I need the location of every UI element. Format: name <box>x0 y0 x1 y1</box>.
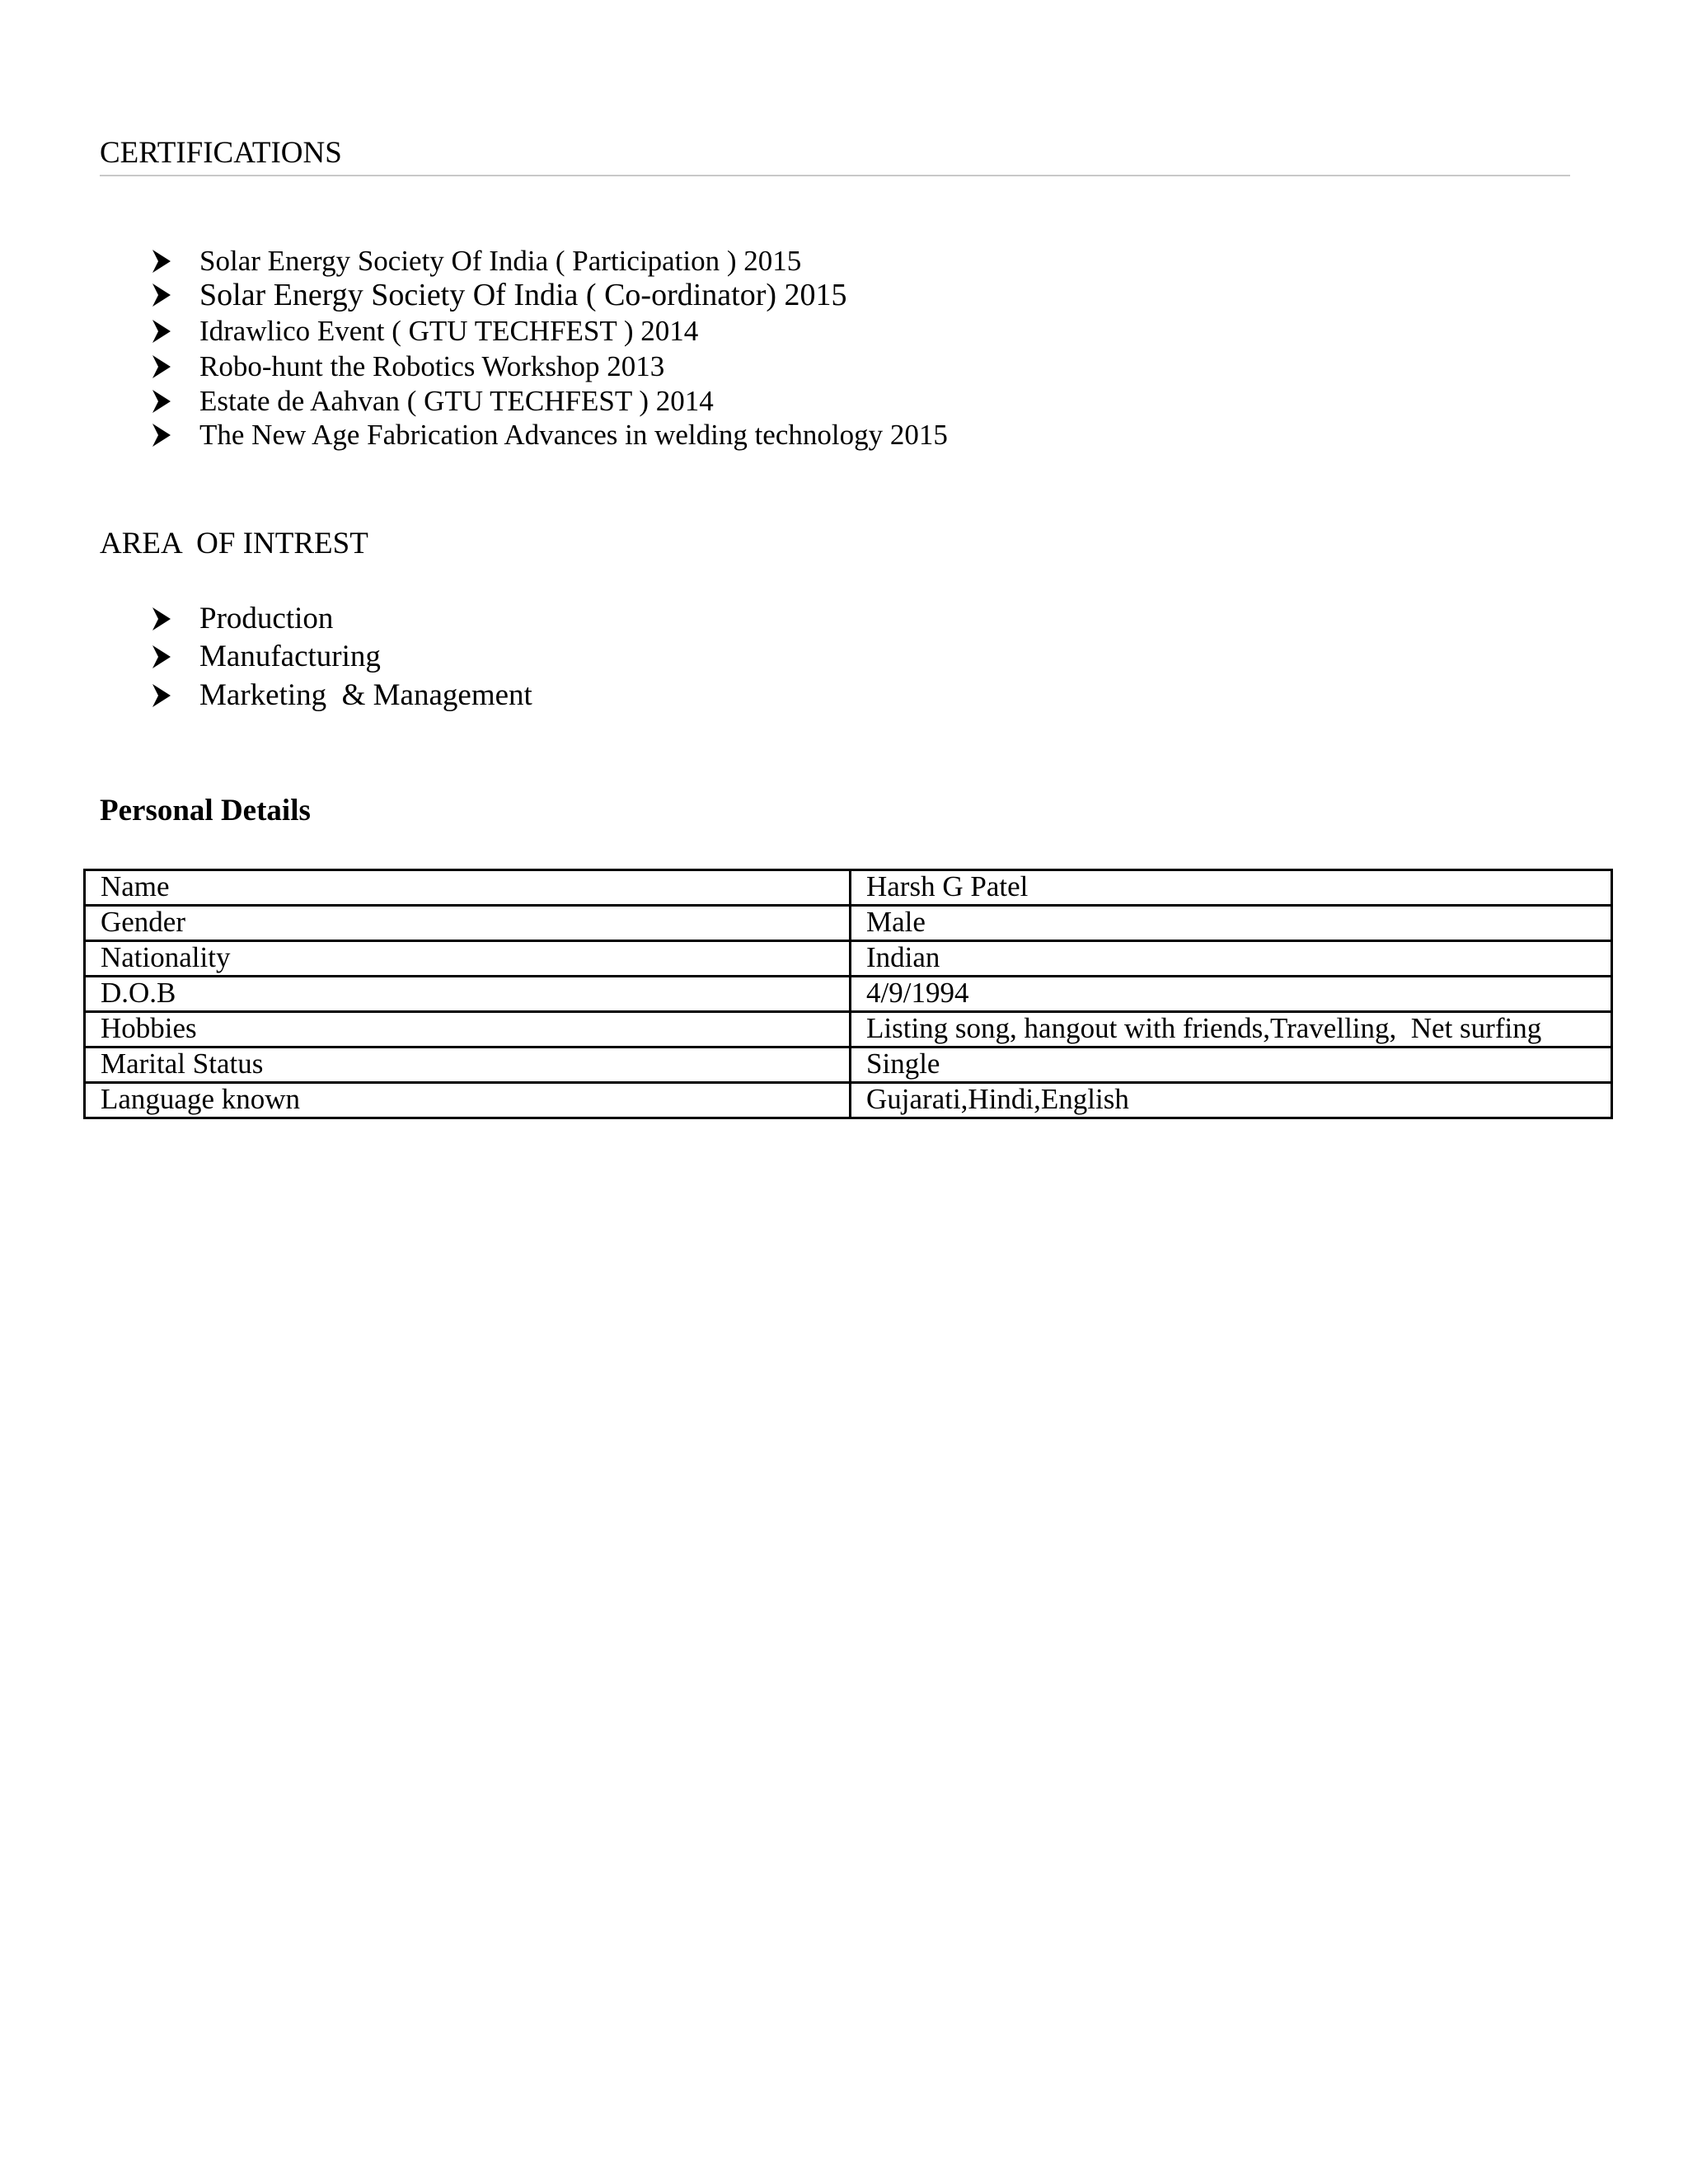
row-label: Name <box>85 870 851 906</box>
row-value: Indian <box>851 941 1612 977</box>
table-row <box>85 977 1612 1012</box>
arrowhead-bullet-icon <box>152 644 171 669</box>
interest-text: Marketing & Management <box>199 678 532 712</box>
arrowhead-bullet-icon <box>152 607 171 631</box>
personal-details-table <box>83 869 1613 1119</box>
certifications-divider <box>100 175 1570 176</box>
row-value: Gujarati,Hindi,English <box>851 1083 1612 1118</box>
row-value: 4/9/1994 <box>851 977 1612 1012</box>
table-row <box>85 906 1612 941</box>
row-value: Listing song, hangout with friends,Travelling, Net surfing <box>851 1012 1612 1047</box>
row-value: Harsh G Patel <box>851 870 1612 906</box>
arrowhead-bullet-icon <box>152 283 171 307</box>
table-row <box>85 1047 1612 1083</box>
arrowhead-bullet-icon <box>152 389 171 414</box>
arrowhead-bullet-icon <box>152 423 171 448</box>
certification-text: The New Age Fabrication Advances in welding technology 2015 <box>199 419 948 451</box>
row-label: Marital Status <box>85 1047 851 1083</box>
arrowhead-bullet-icon <box>152 319 171 344</box>
row-label: Gender <box>85 906 851 941</box>
row-label: Language known <box>85 1083 851 1118</box>
table-row <box>85 941 1612 977</box>
area-of-interest-heading: AREA OF INTREST <box>100 527 368 560</box>
certification-text: Solar Energy Society Of India ( Co-ordinator) 2015 <box>199 278 847 312</box>
row-label: D.O.B <box>85 977 851 1012</box>
certification-text: Solar Energy Society Of India ( Participation ) 2015 <box>199 245 802 277</box>
interest-text: Manufacturing <box>199 640 381 673</box>
arrowhead-bullet-icon <box>152 249 171 274</box>
table-row <box>85 870 1612 906</box>
arrowhead-bullet-icon <box>152 683 171 708</box>
certification-text: Idrawlico Event ( GTU TECHFEST ) 2014 <box>199 315 699 347</box>
interest-text: Production <box>199 602 334 635</box>
certification-text: Estate de Aahvan ( GTU TECHFEST ) 2014 <box>199 385 714 417</box>
row-label: Nationality <box>85 941 851 977</box>
table-row <box>85 1012 1612 1047</box>
personal-details-heading: Personal Details <box>100 794 311 827</box>
certification-text: Robo-hunt the Robotics Workshop 2013 <box>199 350 665 382</box>
row-label: Hobbies <box>85 1012 851 1047</box>
arrowhead-bullet-icon <box>152 354 171 379</box>
row-value: Male <box>851 906 1612 941</box>
certifications-heading: CERTIFICATIONS <box>100 136 342 170</box>
row-value: Single <box>851 1047 1612 1083</box>
table-row <box>85 1083 1612 1118</box>
